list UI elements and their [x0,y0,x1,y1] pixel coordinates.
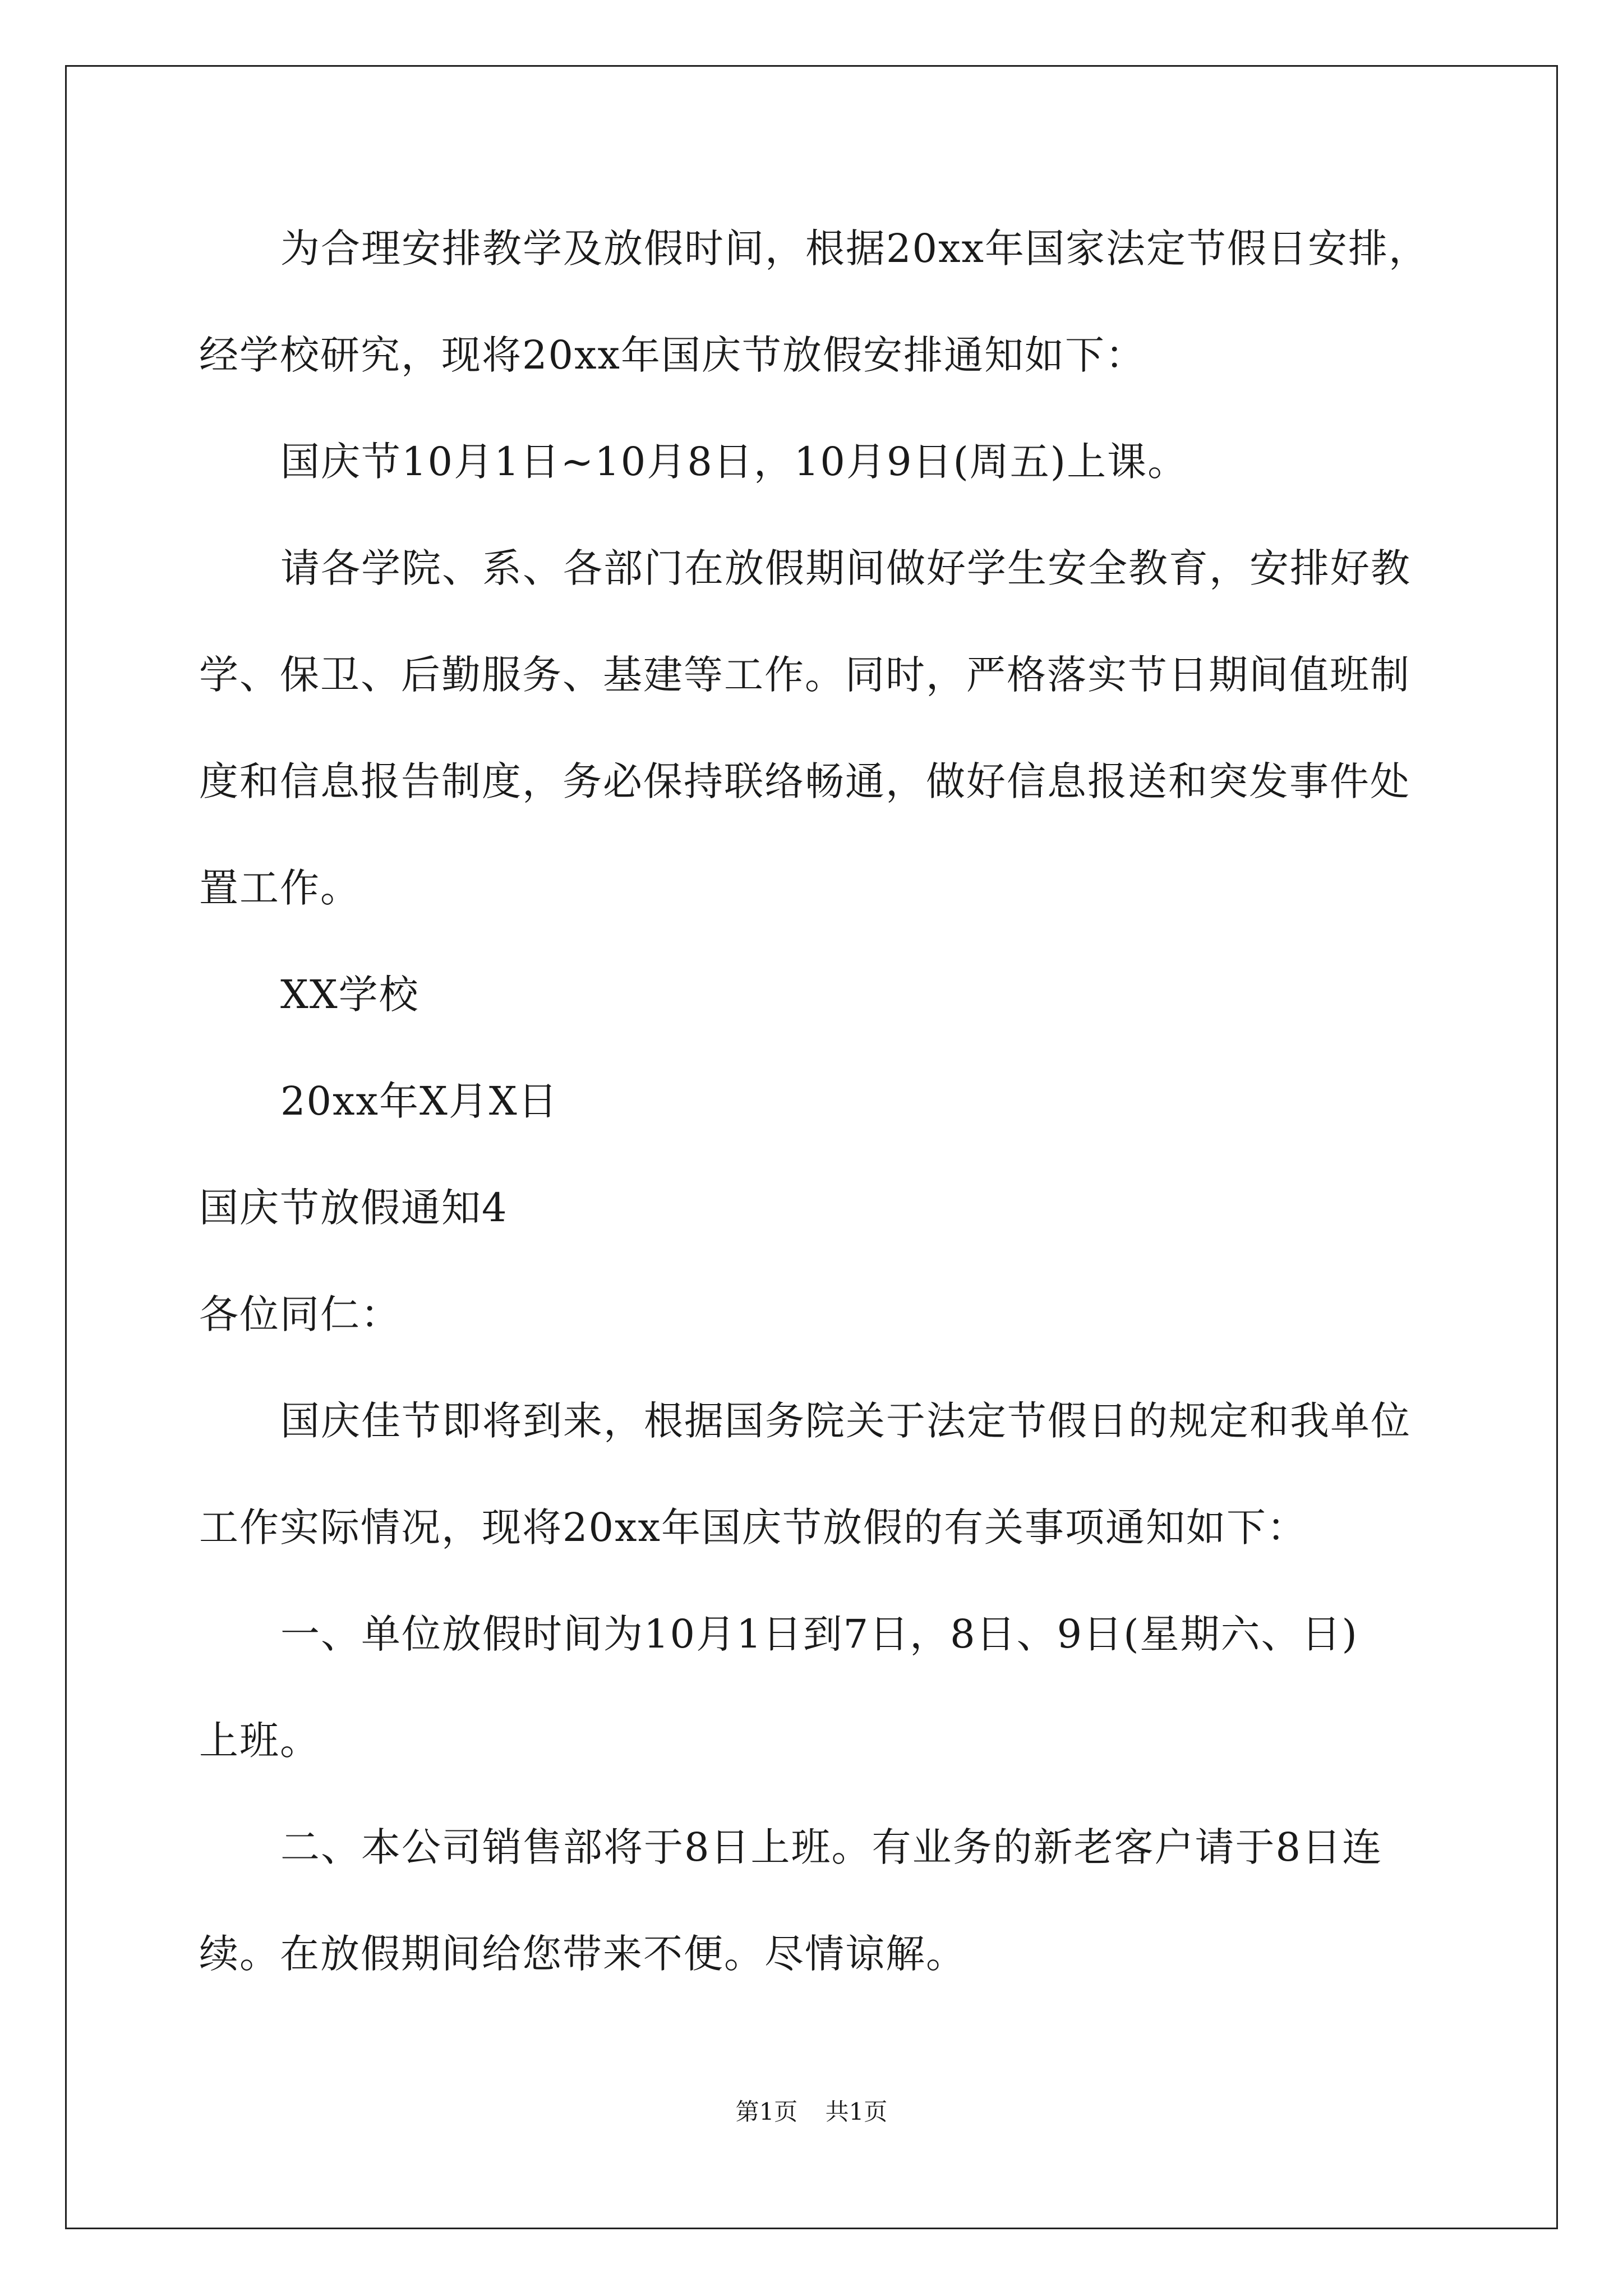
signature-date: 20xx年X月X日 [280,1078,559,1124]
text-line: 续。在放假期间给您带来不便。尽情谅解。 [199,1931,966,1977]
text-line: 度和信息报告制度，务必保持联络畅通，做好信息报送和突发事件处 [199,758,1410,804]
salutation: 各位同仁： [199,1291,401,1337]
text-line: 上班。 [199,1718,320,1764]
page-border [65,65,1558,2229]
text-line: 二、本公司销售部将于8日上班。有业务的新老客户请于8日连 [280,1824,1383,1870]
text-line: 一、单位放假时间为10月1日到7日，8日、9日(星期六、日) [280,1611,1358,1657]
text-line: 国庆佳节即将到来，根据国务院关于法定节假日的规定和我单位 [280,1398,1411,1444]
text-line: 国庆节10月1日~10月8日，10月9日(周五)上课。 [280,439,1188,485]
page-total: 共1页 [825,2098,888,2125]
text-line: 经学校研究，现将20xx年国庆节放假安排通知如下： [199,332,1146,378]
text-line: 为合理安排教学及放假时间，根据20xx年国家法定节假日安排， [280,226,1430,272]
text-line: 学、保卫、后勤服务、基建等工作。同时，严格落实节日期间值班制 [199,652,1410,698]
text-line: 置工作。 [199,865,361,911]
signature-org: XX学校 [280,972,419,1018]
text-line: 请各学院、系、各部门在放假期间做好学生安全教育，安排好教 [280,545,1411,591]
section-heading: 国庆节放假通知4 [199,1185,508,1231]
page-footer [0,2095,1623,2129]
page-number: 第1页 [735,2098,798,2125]
text-line: 工作实际情况，现将20xx年国庆节放假的有关事项通知如下： [199,1504,1308,1550]
